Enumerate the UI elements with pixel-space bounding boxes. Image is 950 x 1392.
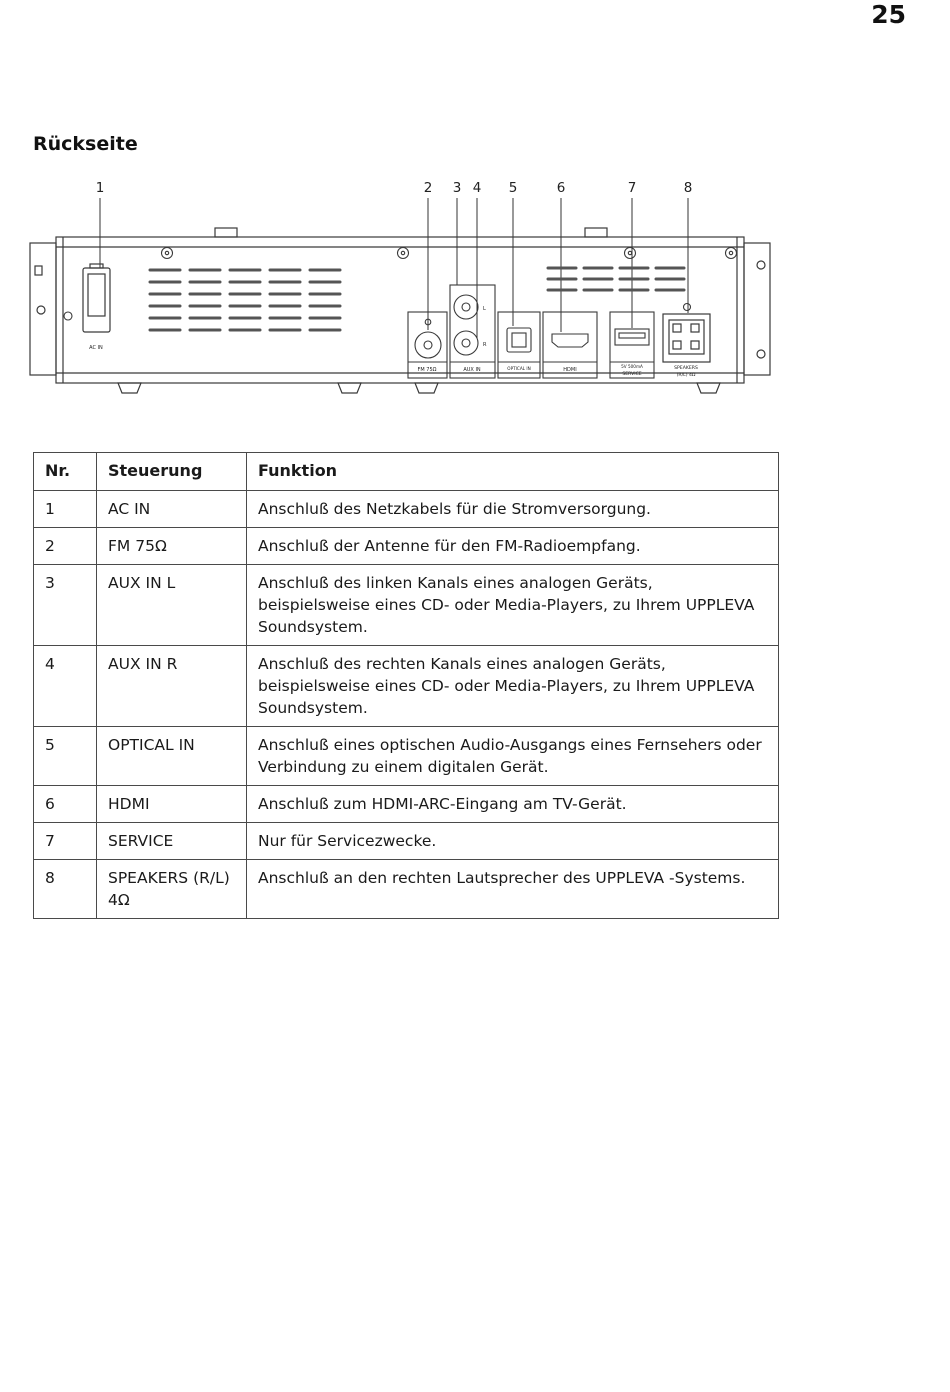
cell-nr: 6 [34,785,97,822]
table-row [34,527,779,564]
aux-r-label: R [483,342,487,348]
table-row [34,859,779,918]
ac-in-port [83,264,110,332]
callout-8: 8 [683,180,693,196]
aux-label: AUX IN [463,367,481,373]
rear-panel-drawing [0,168,950,408]
callout-6: 6 [556,180,566,196]
table-row [34,785,779,822]
cell-nr: 5 [34,726,97,785]
cell-funktion: Nur für Servicezwecke. [247,822,779,859]
cell-steuerung: AUX IN R [97,645,247,726]
service-label: SERVICE [622,372,642,377]
col-header-nr: Nr. [34,453,97,491]
optical-label: OPTICAL IN [507,366,531,371]
table-row [34,564,779,645]
cell-nr: 2 [34,527,97,564]
ac-in-label: AC IN [89,345,103,351]
callout-3: 3 [452,180,462,196]
cell-funktion: Anschluß an den rechten Lautsprecher des UPPLEVA -Systems. [247,859,779,918]
cell-steuerung: OPTICAL IN [97,726,247,785]
page-number: 25 [871,0,906,29]
table-row [34,645,779,726]
cell-nr: 1 [34,490,97,527]
cell-steuerung: AC IN [97,490,247,527]
cell-funktion: Anschluß des linken Kanals eines analogen Geräts, beispielsweise eines CD- oder Media-Players, zu Ihrem UPPLEVA Soundsystem. [247,564,779,645]
col-header-steuerung: Steuerung [97,453,247,491]
panel-outline [30,228,770,393]
cell-funktion: Anschluß der Antenne für den FM-Radioempfang. [247,527,779,564]
cell-steuerung: FM 75Ω [97,527,247,564]
cell-funktion: Anschluß des Netzkabels für die Stromversorgung. [247,490,779,527]
cell-steuerung: SERVICE [97,822,247,859]
table-header-row [34,453,779,491]
vent-slats-left [150,270,340,330]
callout-1: 1 [95,180,105,196]
cell-nr: 8 [34,859,97,918]
cell-funktion: Anschluß zum HDMI-ARC-Eingang am TV-Gerät. [247,785,779,822]
callout-2: 2 [423,180,433,196]
cell-nr: 4 [34,645,97,726]
aux-l-label: L [483,306,486,312]
col-header-funktion: Funktion [247,453,779,491]
rear-panel-diagram [0,168,950,408]
panel-screws [64,248,737,321]
callout-5: 5 [508,180,518,196]
cell-nr: 3 [34,564,97,645]
service-power-label: 5V 500mA [621,364,643,369]
fm-label: FM 75Ω [417,367,437,373]
callout-4: 4 [472,180,482,196]
speakers-label-1: SPEAKERS [674,366,698,371]
callout-7: 7 [627,180,637,196]
table-row [34,822,779,859]
cell-steuerung: HDMI [97,785,247,822]
table-row [34,726,779,785]
connector-table [33,452,779,919]
speakers-label-2: (R/L) 4Ω [676,373,696,378]
cell-steuerung: AUX IN L [97,564,247,645]
aux-in-ports [450,285,495,378]
cell-steuerung: SPEAKERS (R/L) 4Ω [97,859,247,918]
cell-funktion: Anschluß des rechten Kanals eines analogen Geräts, beispielsweise eines CD- oder Media-Players, zu Ihrem UPPLEVA Soundsystem. [247,645,779,726]
cell-nr: 7 [34,822,97,859]
cell-funktion: Anschluß eines optischen Audio-Ausgangs eines Fernsehers oder Verbindung zu einem digitalen Gerät. [247,726,779,785]
page-title: Rückseite [33,133,138,155]
speakers-port [663,314,710,362]
hdmi-label: HDMI [563,367,577,373]
table-row [34,490,779,527]
vent-slats-right [548,268,684,290]
